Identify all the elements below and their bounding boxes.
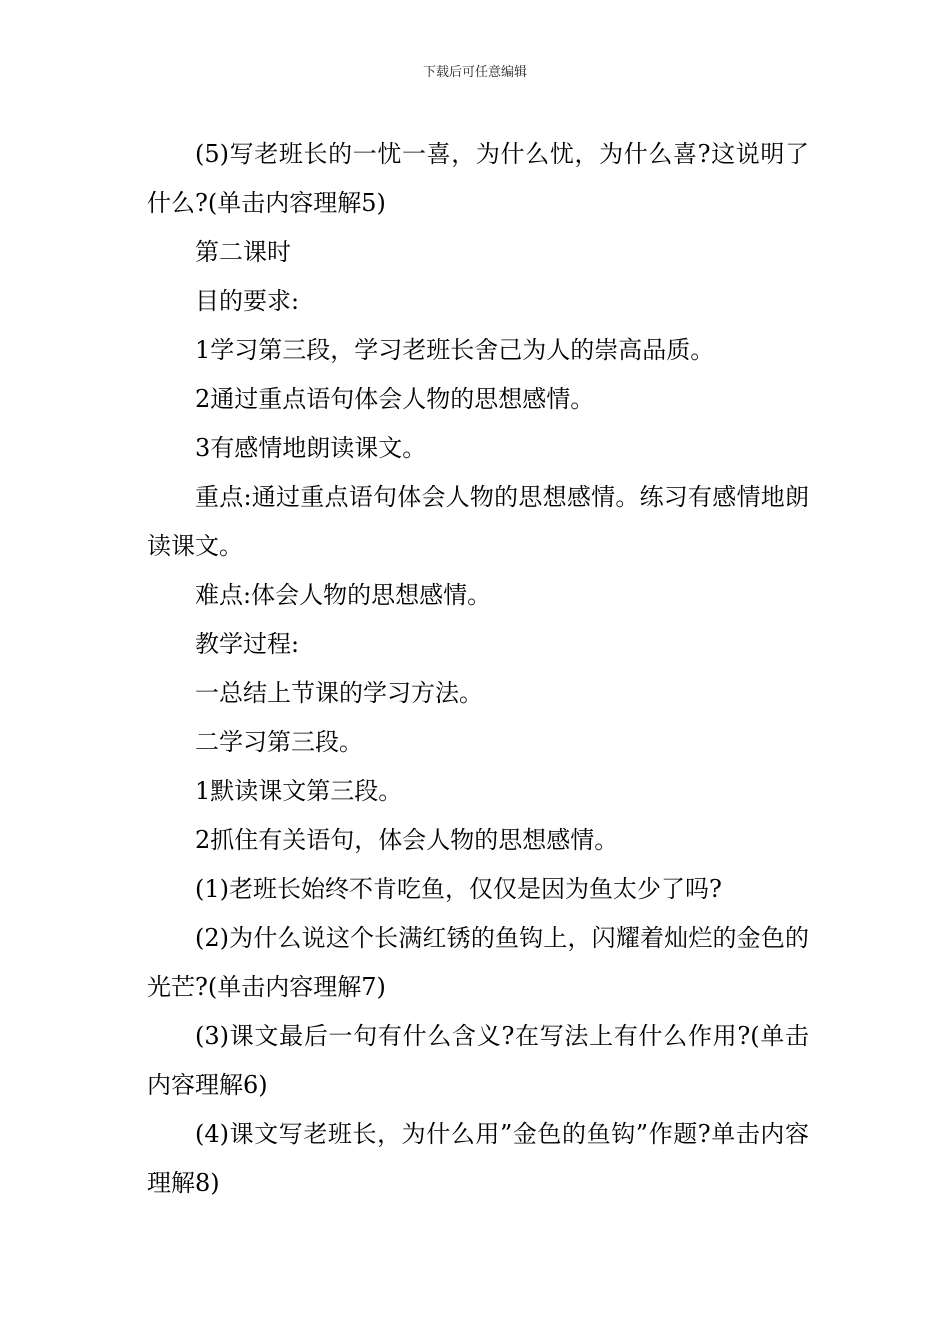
list-item: 二学习第三段。 — [195, 728, 363, 756]
list-item: (4)课文写老班长，为什么用”金色的鱼钩”作题?单击内容理解8) — [147, 1120, 809, 1197]
list-item: 1默读课文第三段。 — [195, 777, 403, 805]
paragraph: 目的要求: — [195, 287, 300, 315]
list-item: 一总结上节课的学习方法。 — [195, 679, 483, 707]
paragraph: 教学过程: — [195, 630, 300, 658]
document-body — [147, 130, 809, 1208]
list-item: 3有感情地朗读课文。 — [195, 434, 427, 462]
section-title: 第二课时 — [195, 238, 291, 266]
list-item: (1)老班长始终不肯吃鱼，仅仅是因为鱼太少了吗? — [195, 875, 722, 903]
paragraph: 重点:通过重点语句体会人物的思想感情。练习有感情地朗读课文。 — [147, 483, 809, 560]
list-item: 2抓住有关语句，体会人物的思想感情。 — [195, 826, 619, 854]
list-item: 2通过重点语句体会人物的思想感情。 — [195, 385, 595, 413]
paragraph: (5)写老班长的一忧一喜，为什么忧，为什么喜?这说明了什么?(单击内容理解5) — [147, 140, 809, 217]
list-item: (2)为什么说这个长满红锈的鱼钩上，闪耀着灿烂的金色的光芒?(单击内容理解7) — [147, 924, 809, 1001]
paragraph: 难点:体会人物的思想感情。 — [195, 581, 492, 609]
page-header: 下载后可任意编辑 — [422, 65, 527, 80]
list-item: 1学习第三段，学习老班长舍己为人的崇高品质。 — [195, 336, 715, 364]
list-item: (3)课文最后一句有什么含义?在写法上有什么作用?(单击内容理解6) — [147, 1022, 809, 1099]
